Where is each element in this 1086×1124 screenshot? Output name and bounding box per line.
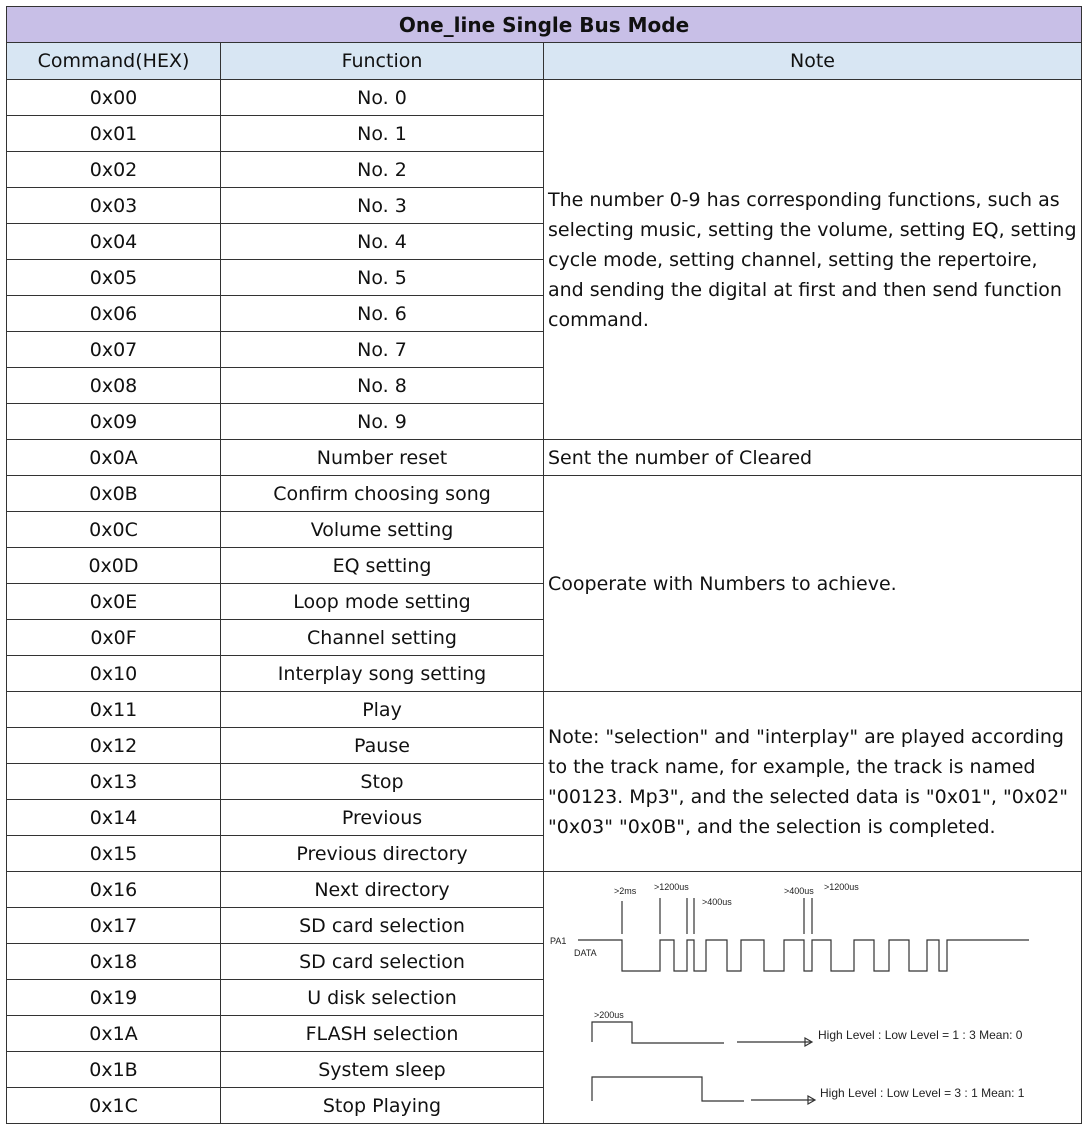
command-code: 0x13: [7, 764, 221, 800]
function-name: System sleep: [221, 1052, 544, 1088]
function-name: Loop mode setting: [221, 584, 544, 620]
command-code: 0x1C: [7, 1088, 221, 1124]
note-cooperate: Cooperate with Numbers to achieve.: [544, 476, 1082, 692]
table-title: One_line Single Bus Mode: [7, 7, 1082, 43]
function-name: No. 1: [221, 116, 544, 152]
function-name: Stop Playing: [221, 1088, 544, 1124]
command-code: 0x17: [7, 908, 221, 944]
timing-label: >400us: [702, 897, 732, 907]
function-name: No. 9: [221, 404, 544, 440]
command-code: 0x00: [7, 80, 221, 116]
command-code: 0x05: [7, 260, 221, 296]
timing-diagram: [544, 872, 1080, 1122]
command-code: 0x14: [7, 800, 221, 836]
command-code: 0x01: [7, 116, 221, 152]
command-code: 0x16: [7, 872, 221, 908]
timing-label: >200us: [594, 1010, 624, 1020]
command-code: 0x0F: [7, 620, 221, 656]
command-code: 0x0E: [7, 584, 221, 620]
table-row: [7, 692, 1082, 728]
legend-mean-0: High Level : Low Level = 1 : 3 Mean: 0: [818, 1028, 1023, 1042]
function-name: U disk selection: [221, 980, 544, 1016]
command-code: 0x19: [7, 980, 221, 1016]
command-code: 0x0D: [7, 548, 221, 584]
command-code: 0x12: [7, 728, 221, 764]
legend-mean-1: High Level : Low Level = 3 : 1 Mean: 1: [820, 1086, 1025, 1100]
function-name: SD card selection: [221, 944, 544, 980]
timing-label: >1200us: [824, 882, 859, 892]
command-code: 0x0C: [7, 512, 221, 548]
command-code: 0x04: [7, 224, 221, 260]
table-row: [7, 440, 1082, 476]
function-name: Confirm choosing song: [221, 476, 544, 512]
command-code: 0x07: [7, 332, 221, 368]
function-name: SD card selection: [221, 908, 544, 944]
function-name: No. 4: [221, 224, 544, 260]
note-numbers: The number 0-9 has corresponding functions, such as selecting music, setting the volume, setting EQ, setting cycle mode, setting channel, setting the repertoire, and sending the digital at first and then send function command.: [544, 80, 1082, 440]
header-note: Note: [544, 43, 1082, 80]
function-name: No. 7: [221, 332, 544, 368]
function-name: No. 8: [221, 368, 544, 404]
function-name: Previous: [221, 800, 544, 836]
data-waveform: [578, 940, 1029, 971]
function-name: No. 0: [221, 80, 544, 116]
timing-label: >400us: [784, 886, 814, 896]
command-table: [6, 6, 1082, 1124]
command-code: 0x1A: [7, 1016, 221, 1052]
command-code: 0x03: [7, 188, 221, 224]
command-code: 0x0B: [7, 476, 221, 512]
function-name: Next directory: [221, 872, 544, 908]
command-code: 0x10: [7, 656, 221, 692]
function-name: FLASH selection: [221, 1016, 544, 1052]
bit0-waveform: [592, 1022, 724, 1043]
command-code: 0x15: [7, 836, 221, 872]
command-code: 0x18: [7, 944, 221, 980]
function-name: Stop: [221, 764, 544, 800]
function-name: Number reset: [221, 440, 544, 476]
timing-label: >2ms: [614, 886, 637, 896]
table-row: [7, 80, 1082, 116]
function-name: Channel setting: [221, 620, 544, 656]
header-function: Function: [221, 43, 544, 80]
command-code: 0x08: [7, 368, 221, 404]
table-row: [7, 872, 1082, 908]
function-name: Previous directory: [221, 836, 544, 872]
note-selection: Note: "selection" and "interplay" are played according to the track name, for example, the track is named "00123. Mp3", and the selected data is "0x01", "0x02" "0x03" "0x0B", and the selection is completed.: [544, 692, 1082, 872]
table-row: [7, 476, 1082, 512]
function-name: Pause: [221, 728, 544, 764]
function-name: Play: [221, 692, 544, 728]
signal-name-label: PA1: [550, 936, 567, 946]
bit1-waveform: [592, 1077, 744, 1101]
function-name: Volume setting: [221, 512, 544, 548]
timing-label: >1200us: [654, 882, 689, 892]
signal-name-label: DATA: [574, 948, 597, 958]
command-code: 0x11: [7, 692, 221, 728]
note-reset: Sent the number of Cleared: [544, 440, 1082, 476]
command-code: 0x02: [7, 152, 221, 188]
command-code: 0x09: [7, 404, 221, 440]
function-name: No. 3: [221, 188, 544, 224]
timing-diagram-cell: [544, 872, 1082, 1124]
function-name: No. 2: [221, 152, 544, 188]
function-name: Interplay song setting: [221, 656, 544, 692]
command-code: 0x0A: [7, 440, 221, 476]
function-name: No. 5: [221, 260, 544, 296]
function-name: No. 6: [221, 296, 544, 332]
function-name: EQ setting: [221, 548, 544, 584]
command-code: 0x06: [7, 296, 221, 332]
command-code: 0x1B: [7, 1052, 221, 1088]
header-command: Command(HEX): [7, 43, 221, 80]
